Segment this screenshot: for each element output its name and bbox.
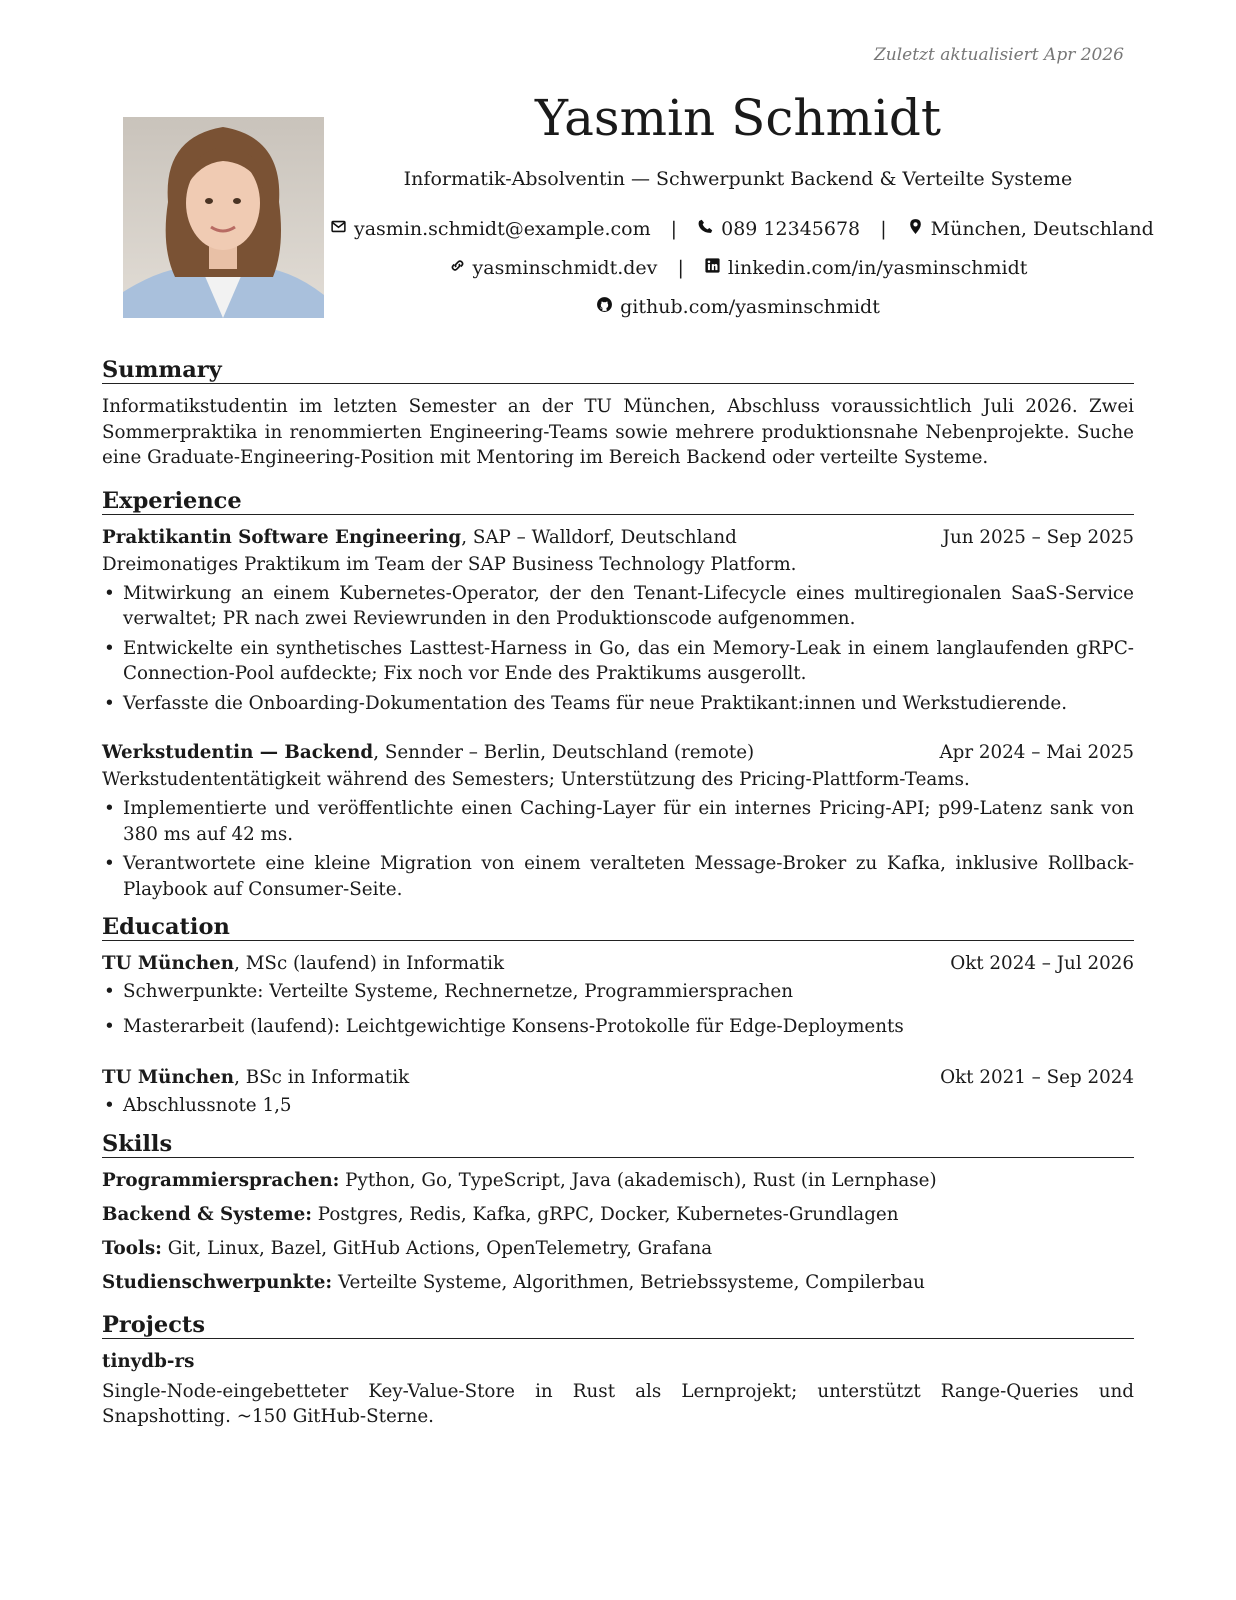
contact-line-2 — [330, 249, 1146, 288]
phone-icon — [697, 210, 714, 249]
contact-separator: | — [880, 218, 887, 240]
linkedin-icon — [704, 249, 721, 288]
skill-label: Programmiersprachen: — [102, 1169, 340, 1191]
candidate-name: Yasmin Schmidt — [534, 89, 942, 147]
entry-dates: Apr 2024 – Mai 2025 — [939, 742, 1134, 763]
degree: , MSc (laufend) in Informatik — [234, 953, 505, 974]
section-title: Education — [102, 914, 1134, 941]
email-text: yasmin.schmidt@example.com — [354, 218, 651, 240]
location-contact — [907, 210, 1154, 249]
entry-description: Dreimonatiges Praktikum im Team der SAP Business Technology Platform. — [102, 553, 797, 575]
phone-contact[interactable] — [697, 210, 860, 249]
skill-label: Studienschwerpunkte: — [102, 1271, 333, 1293]
phone-text: 089 12345678 — [721, 218, 861, 240]
bullet-list — [102, 581, 1134, 717]
skill-label: Tools: — [102, 1237, 162, 1259]
entry-header — [102, 740, 1134, 766]
education-section — [102, 914, 1134, 1119]
tagline: Informatik-Absolventin — Schwerpunkt Backend & Verteilte Systeme — [403, 168, 1073, 190]
summary-text: Informatikstudentin im letzten Semester an der TU München, Abschluss voraussichtlich Juli 2026. Zwei Sommerpraktika in renommierten Engineering-Teams sowie mehrere produktionsnahe Nebenprojekte. Suche eine Graduate-Engineering-Position mit Mentoring im Bereich Backend oder verteilte Systeme. — [102, 396, 1134, 468]
education-entry — [102, 951, 1134, 1039]
entry-header — [102, 525, 1134, 551]
linkedin-link[interactable] — [704, 249, 1028, 288]
github-link[interactable] — [596, 288, 880, 327]
bullet-item: • Mitwirkung an einem Kubernetes-Operator, der den Tenant-Lifecycle eines multiregionalen SaaS-Service verwaltet; PR nach zwei Reviewrunden in den Produktionscode aufgenommen. — [102, 581, 1134, 632]
section-title: Experience — [102, 488, 1134, 515]
contact-separator: | — [677, 257, 684, 279]
school-name: TU München — [102, 953, 235, 974]
entry-heading — [102, 740, 754, 766]
entry-dates: Okt 2024 – Jul 2026 — [950, 953, 1134, 974]
profile-photo — [123, 117, 324, 318]
section-title: Projects — [102, 1312, 1134, 1339]
experience-section — [102, 488, 1134, 903]
experience-entry — [102, 740, 1134, 902]
skill-label: Backend & Systeme: — [102, 1203, 312, 1225]
resume-body — [102, 357, 1134, 1430]
degree: , BSc in Informatik — [234, 1067, 410, 1088]
github-icon — [596, 288, 613, 327]
skill-value: Verteilte Systeme, Algorithmen, Betriebssysteme, Compilerbau — [332, 1271, 925, 1293]
skill-row — [102, 1198, 1134, 1232]
summary-section — [102, 357, 1134, 471]
bullet-item: • Implementierte und veröffentlichte einen Caching-Layer für ein internes Pricing-API; p99-Latenz sank von 380 ms auf 42 ms. — [102, 796, 1134, 847]
contact-block — [330, 210, 1154, 327]
skill-row — [102, 1232, 1134, 1266]
bullet-list — [102, 1093, 1134, 1119]
bullet-item: • Masterarbeit (laufend): Leichtgewichtige Konsens-Protokolle für Edge-Deployments — [102, 1014, 1134, 1040]
skill-value: Postgres, Redis, Kafka, gRPC, Docker, Kubernetes-Grundlagen — [311, 1203, 899, 1225]
last-updated: Zuletzt aktualisiert Apr 2026 — [873, 45, 1124, 65]
contact-line-3 — [330, 288, 1146, 327]
location-text: München, Deutschland — [930, 218, 1154, 240]
email-contact[interactable] — [330, 210, 651, 249]
location-pin-icon — [907, 210, 924, 249]
entry-dates: Jun 2025 – Sep 2025 — [942, 526, 1134, 548]
entry-header — [102, 951, 1134, 977]
github-text: github.com/yasminschmidt — [620, 296, 880, 318]
projects-section — [102, 1312, 1134, 1430]
project-title: tinydb-rs — [102, 1350, 195, 1372]
school-name: TU München — [102, 1067, 235, 1088]
entry-heading — [102, 951, 504, 977]
resume-header — [330, 88, 1154, 327]
bullet-item: • Verfasste die Onboarding-Dokumentation des Teams für neue Praktikant:innen und Werkstudierende. — [102, 691, 1134, 717]
section-title: Summary — [102, 357, 1134, 384]
education-entry — [102, 1065, 1134, 1119]
bullet-item: • Verantwortete eine kleine Migration von einem veralteten Message-Broker zu Kafka, inklusive Rollback-Playbook auf Consumer-Seite. — [102, 851, 1134, 902]
entry-heading — [102, 525, 737, 551]
contact-separator: | — [670, 218, 678, 240]
entry-heading — [102, 1065, 409, 1091]
bullet-item: • Entwickelte ein synthetisches Lasttest-Harness in Go, das ein Memory-Leak in einem langlaufenden gRPC-Connection-Pool aufdeckte; Fix noch vor Ende des Praktikums ausgerollt. — [102, 636, 1134, 687]
bullet-list — [102, 979, 1134, 1039]
experience-entry — [102, 525, 1134, 717]
skill-row — [102, 1266, 1134, 1300]
link-icon — [449, 249, 466, 288]
website-text: yasminschmidt.dev — [472, 257, 658, 279]
section-title: Skills — [102, 1131, 1134, 1158]
skill-row — [102, 1164, 1134, 1198]
bullet-list — [102, 796, 1134, 902]
project-name — [102, 1349, 1134, 1375]
employer: , Sennder – Berlin, Deutschland (remote) — [373, 742, 755, 763]
skills-section — [102, 1131, 1134, 1300]
entry-description: Werkstudententätigkeit während des Semesters; Unterstützung des Pricing-Plattform-Teams. — [102, 769, 970, 790]
linkedin-text: linkedin.com/in/yasminschmidt — [727, 257, 1028, 279]
skill-value: Python, Go, TypeScript, Java (akademisch), Rust (in Lernphase) — [339, 1169, 937, 1191]
entry-dates: Okt 2021 – Sep 2024 — [940, 1067, 1134, 1088]
job-title: Praktikantin Software Engineering — [102, 526, 462, 548]
entry-header — [102, 1065, 1134, 1091]
contact-line-1 — [330, 210, 1154, 249]
website-link[interactable] — [449, 249, 658, 288]
project-description: Single-Node-eingebetteter Key-Value-Store in Rust als Lernprojekt; unterstützt Range-Queries und Snapshotting. ~150 GitHub-Sterne. — [102, 1380, 1134, 1427]
employer: , SAP – Walldorf, Deutschland — [461, 526, 737, 548]
mail-icon — [330, 210, 347, 249]
bullet-item: • Abschlussnote 1,5 — [102, 1093, 1134, 1119]
bullet-item: • Schwerpunkte: Verteilte Systeme, Rechnernetze, Programmiersprachen — [102, 979, 1134, 1005]
job-title: Werkstudentin — Backend — [102, 742, 374, 763]
project-entry — [102, 1349, 1134, 1430]
skill-value: Git, Linux, Bazel, GitHub Actions, OpenTelemetry, Grafana — [161, 1237, 713, 1259]
